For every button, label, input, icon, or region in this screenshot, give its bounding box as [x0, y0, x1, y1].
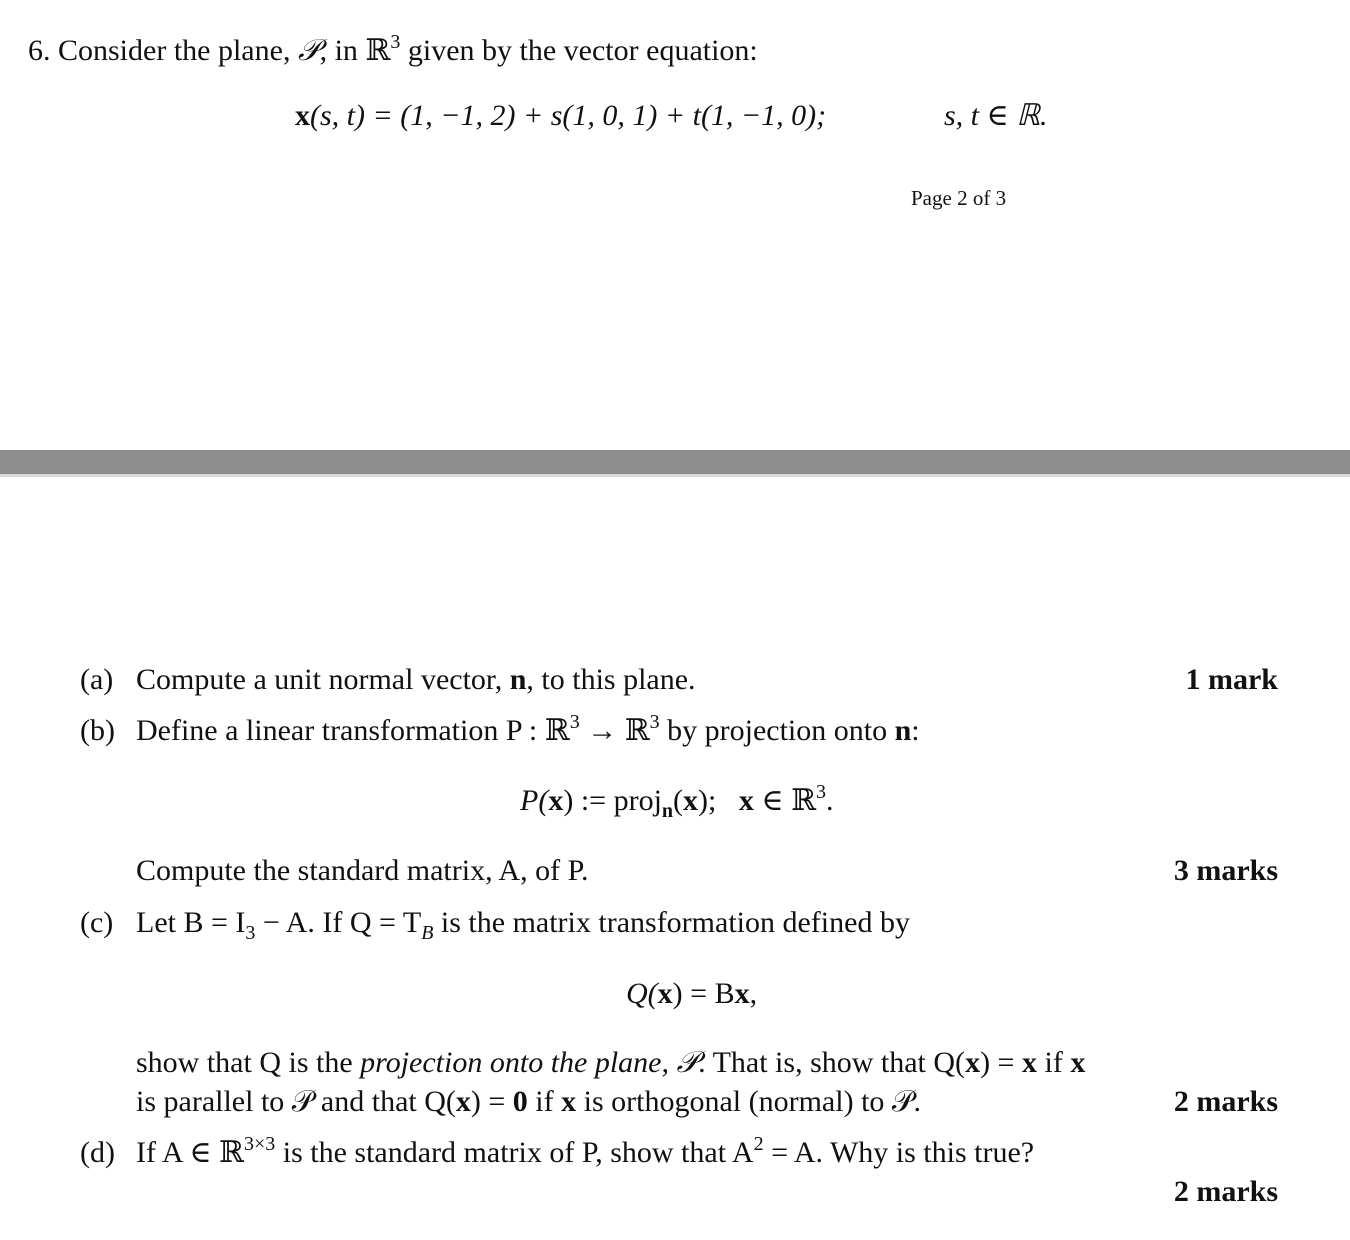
equation-body: (s, t) = (1, −1, 2) + s(1, 0, 1) + t(1, −1, 0);	[310, 99, 827, 132]
part-b-normal-symbol: n	[894, 714, 912, 747]
proj-eq-x3: x	[738, 784, 754, 817]
part-c-line2-d: if	[1036, 1046, 1071, 1079]
proj-eq-in: ∈ ℝ	[753, 784, 816, 817]
part-c-line1-c: is the matrix transformation defined by	[433, 906, 910, 939]
equation-lhs-vector: x	[295, 99, 310, 132]
question-intro	[28, 31, 758, 68]
part-a-text-after: , to this plane.	[526, 663, 696, 696]
part-c-line3	[136, 1087, 921, 1117]
part-c-line1	[136, 906, 910, 944]
part-d-text-a: If A ∈ ℝ	[136, 1136, 244, 1169]
part-c-line2-x: x	[965, 1046, 981, 1079]
proj-eq-close: );	[698, 784, 717, 817]
part-b-arrow: → ℝ	[579, 714, 650, 747]
page-footer: Page 2 of 3	[911, 186, 1007, 210]
intro-superscript: 3	[390, 31, 401, 53]
part-c-line3-zero: 0	[512, 1085, 528, 1118]
part-c-line2-x2: x	[1021, 1046, 1037, 1079]
equation-domain: s, t ∈ ℝ.	[944, 99, 1048, 132]
part-a-marks: 1 mark	[1185, 663, 1278, 696]
proj-eq-end: .	[826, 784, 834, 817]
q-eq-x2: x	[734, 977, 750, 1010]
part-d-label: (d)	[80, 1136, 115, 1169]
part-c-line3-x: x	[455, 1085, 471, 1118]
part-d-marks: 2 marks	[1173, 1175, 1278, 1208]
part-c-line3-b: ) =	[470, 1085, 513, 1118]
part-b-text-after: by projection onto	[659, 714, 888, 747]
part-b-colon: :	[911, 714, 920, 747]
part-c-line1-b: − A. If Q = T	[255, 906, 422, 939]
proj-eq-x2: x	[683, 784, 699, 817]
intro-text: Consider the plane,	[58, 34, 291, 67]
intro-after: given by the vector equation:	[400, 34, 758, 67]
part-c-line1-sub2: B	[421, 922, 434, 944]
part-c-line2-c: ) =	[980, 1046, 1022, 1079]
q-equation	[626, 979, 757, 1009]
part-c-line2-x3: x	[1070, 1046, 1086, 1079]
proj-eq-paren: (	[673, 784, 684, 817]
projection-equation	[520, 781, 834, 822]
part-c-line3-a: is parallel to 𝒫 and that Q(	[136, 1085, 456, 1118]
part-b-sup1: 3	[569, 711, 580, 733]
part-c-line3-c: if	[527, 1085, 562, 1118]
part-a-label: (a)	[80, 663, 114, 696]
part-c-line3-d: is orthogonal (normal) to 𝒫.	[576, 1085, 922, 1118]
vector-equation	[295, 101, 826, 131]
part-b-text	[136, 711, 920, 747]
part-c-line1-a: Let B = I	[136, 906, 246, 939]
part-c-line2-a: show that Q is the	[136, 1046, 361, 1079]
part-c-line2	[136, 1048, 1085, 1078]
part-b-text-before: Define a linear transformation P : ℝ	[136, 714, 570, 747]
part-c-line1-sub: 3	[245, 922, 256, 944]
part-a-text-before: Compute a unit normal vector,	[136, 663, 503, 696]
proj-eq-mid: ) := proj	[563, 784, 662, 817]
page-break-divider	[0, 450, 1350, 477]
q-eq-x: x	[657, 977, 673, 1010]
part-d-text-b: is the standard matrix of P, show that A	[275, 1136, 754, 1169]
q-eq-b: ) = B	[672, 977, 735, 1010]
q-eq-c: ,	[749, 977, 758, 1010]
part-c-marks: 2 marks	[1173, 1085, 1278, 1118]
proj-eq-sub: n	[661, 800, 674, 822]
question-number: 6.	[28, 34, 51, 67]
part-c-line2-b: . That is, show that Q(	[698, 1046, 966, 1079]
proj-eq-x: x	[548, 784, 564, 817]
proj-eq-lhs: P(	[520, 784, 549, 817]
proj-eq-sup: 3	[816, 781, 826, 803]
part-b-sup2: 3	[649, 711, 660, 733]
part-a-text	[136, 665, 696, 695]
intro-middle: , in ℝ	[319, 34, 391, 67]
part-d-text-c: = A. Why is this true?	[763, 1136, 1035, 1169]
part-d-text	[136, 1133, 1035, 1169]
part-b-label: (b)	[80, 714, 115, 747]
part-c-label: (c)	[80, 906, 114, 939]
q-eq-a: Q(	[626, 977, 658, 1010]
part-d-sup: 3×3	[243, 1133, 276, 1155]
part-c-line2-italic: projection onto the plane, 𝒫	[360, 1046, 699, 1079]
part-c-line3-x2: x	[561, 1085, 577, 1118]
part-d-sup2: 2	[753, 1133, 764, 1155]
plane-symbol: 𝒫	[297, 33, 320, 68]
part-b-marks: 3 marks	[1173, 854, 1278, 887]
part-b-followup: Compute the standard matrix, A, of P.	[136, 854, 589, 887]
part-a-normal-symbol: n	[509, 663, 527, 696]
